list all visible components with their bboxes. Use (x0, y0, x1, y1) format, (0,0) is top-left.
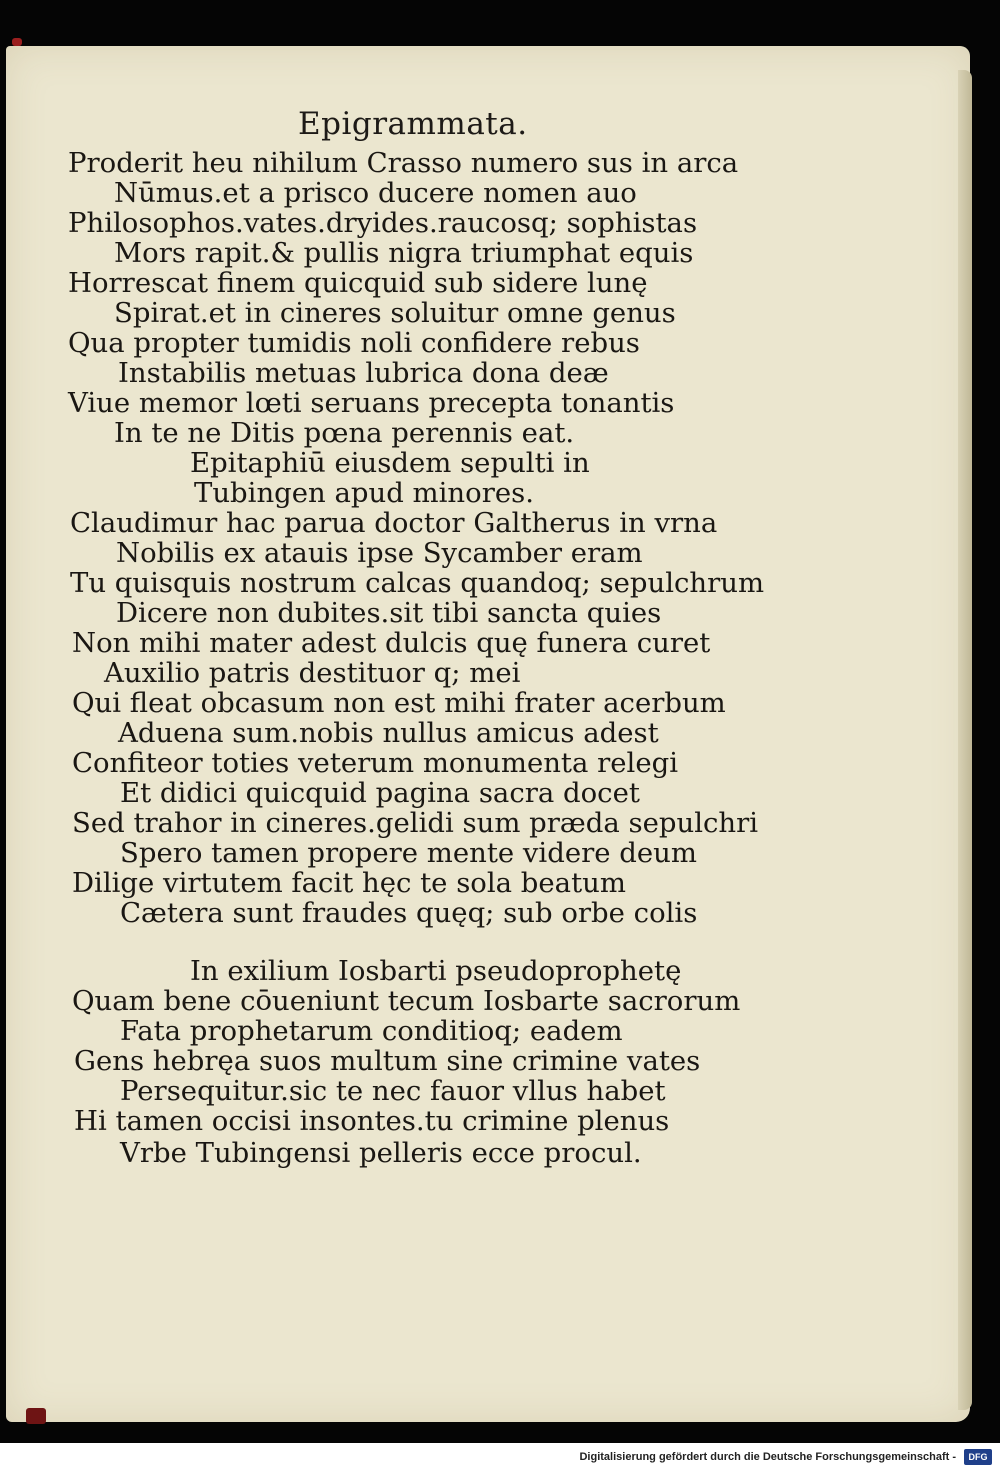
epitaph-heading: Epitaphiū eiusdem sepulti in (190, 447, 590, 479)
page-edge (958, 70, 972, 1410)
page-header: Epigrammata. (298, 106, 528, 142)
verse-line: Dilige virtutem facit hęc te sola beatum (72, 867, 626, 899)
verse-line: Cætera sunt fraudes quęq; sub orbe colis (120, 897, 698, 929)
verse-line: Aduena sum.nobis nullus amicus adest (118, 717, 659, 749)
verse-line: Nobilis ex atauis ipse Sycamber eram (116, 537, 643, 569)
corner-mark-top (12, 38, 22, 46)
verse-line: Hi tamen occisi insontes.tu crimine plenus (74, 1105, 670, 1137)
verse-line: Horrescat finem quicquid sub sidere lunę (68, 267, 648, 299)
funding-credit: Digitalisierung gefördert durch die Deutsche Forschungsgemeinschaft - (579, 1451, 956, 1463)
verse-line: Mors rapit.& pullis nigra triumphat equis (114, 237, 694, 269)
verse-line: Sed trahor in cineres.gelidi sum præda sepulchri (72, 807, 759, 839)
verse-line: In te ne Ditis pœna perennis eat. (114, 417, 575, 449)
verse-line: Persequitur.sic te nec fauor vllus habet (120, 1075, 666, 1107)
verse-line: Dicere non dubites.sit tibi sancta quies (116, 597, 662, 629)
verse-line: Confiteor toties veterum monumenta relegi (72, 747, 679, 779)
verse-line: Vrbe Tubingensi pelleris ecce procul. (120, 1137, 642, 1169)
epitaph-heading: Tubingen apud minores. (194, 477, 534, 509)
verse-line: Spirat.et in cineres soluitur omne genus (114, 297, 676, 329)
verse-line: Spero tamen propere mente videre deum (120, 837, 697, 869)
section-heading: In exilium Iosbarti pseudoprophetę (190, 955, 682, 987)
verse-line: Proderit heu nihilum Crasso numero sus in arca (68, 147, 739, 179)
verse-line: Et didici quicquid pagina sacra docet (120, 777, 640, 809)
dfg-logo-icon: DFG (964, 1449, 992, 1465)
verse-line: Qua propter tumidis noli confidere rebus (68, 327, 640, 359)
verse-line: Viue memor lœti seruans precepta tonantis (68, 387, 675, 419)
verse-line: Tu quisquis nostrum calcas quandoq; sepulchrum (70, 567, 765, 599)
verse-line: Qui fleat obcasum non est mihi frater acerbum (72, 687, 726, 719)
verse-line: Nūmus.et a prisco ducere nomen auo (114, 177, 637, 209)
verse-line: Philosophos.vates.dryides.raucosq; sophistas (68, 207, 698, 239)
verse-line: Auxilio patris destituor q; mei (104, 657, 521, 689)
verse-line: Non mihi mater adest dulcis quę funera curet (72, 627, 711, 659)
verse-line: Gens hebręa suos multum sine crimine vates (74, 1045, 701, 1077)
corner-mark-bottom (26, 1408, 46, 1424)
verse-line: Claudimur hac parua doctor Galtherus in vrna (70, 507, 718, 539)
verse-line: Quam bene cōueniunt tecum Iosbarte sacrorum (72, 985, 741, 1017)
verse-line: Instabilis metuas lubrica dona deæ (118, 357, 609, 389)
footer-bar (0, 1443, 1000, 1473)
verse-line: Fata prophetarum conditioq; eadem (120, 1015, 623, 1047)
